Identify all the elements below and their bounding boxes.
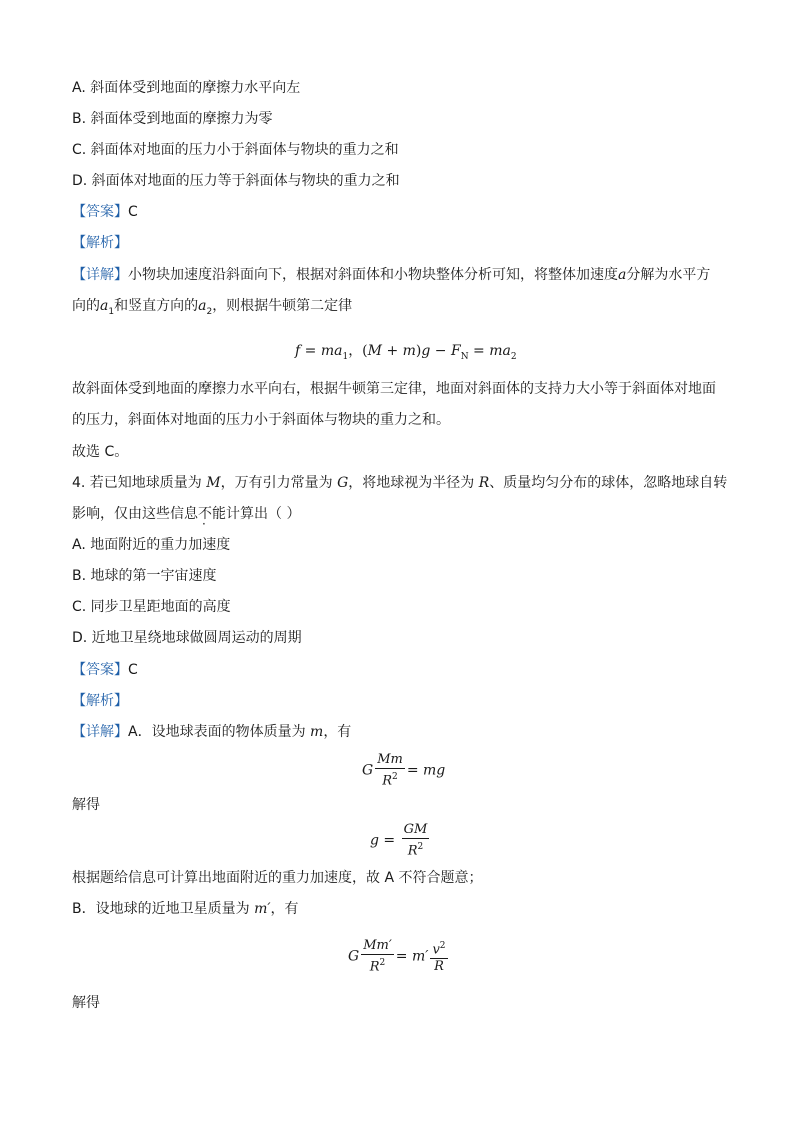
formula-gravity-equals-weight: G $\frac{Mm}{R^2}$ = mg — [362, 752, 446, 789]
subscript: 2 — [206, 306, 213, 317]
stem-text: 能计算出（ ） — [212, 506, 301, 522]
detail-text: 和竖直方向的 — [114, 298, 199, 314]
q4-conclusion-a: 根据题给信息可计算出地面附近的重力加速度，故 A 不符合题意； — [72, 870, 483, 886]
formula-newton-second-law: $f = ma_1$，$(M + m)g - F_N = ma_2$ — [295, 343, 517, 362]
formula-gravity-centripetal: G $\frac{Mm'}{R^2}$ = m′ $\frac{v^2}{R}$ — [348, 938, 446, 975]
q3-choose: 故选 C。 — [72, 444, 129, 460]
detail-text: 小物块加速度沿斜面向下，根据对斜面体和小物块整体分析可知，将整体加速度 — [128, 267, 618, 283]
q3-conclusion-1: 故斜面体受到地面的摩擦力水平向右，根据牛顿第三定律，地面对斜面体的支持力大小等于斜面体对地面 — [72, 381, 716, 397]
q4-answer — [72, 660, 138, 680]
q4-option-a: A. 地面附近的重力加速度 — [72, 537, 231, 553]
detail-text: B．设地球的近地卫星质量为 — [72, 901, 250, 917]
detail-text: ，则根据牛顿第二定律 — [212, 298, 353, 314]
detail-text: 向的 — [72, 298, 100, 314]
q3-detail-line-1 — [72, 265, 710, 285]
q3-detail-line-2 — [72, 296, 352, 322]
detail-tag: 【详解】 — [72, 267, 128, 283]
detail-text: ，有 — [270, 901, 299, 917]
detail-text: ，有 — [323, 724, 352, 740]
symbol-a2: a — [198, 298, 207, 314]
q4-stem-line-1 — [72, 473, 727, 493]
q4-solve-2: 解得 — [72, 995, 100, 1011]
q4-solve-1: 解得 — [72, 797, 100, 813]
stem-text: ，将地球视为半径为 — [348, 475, 475, 491]
q3-option-d: D. 斜面体对地面的压力等于斜面体与物块的重力之和 — [72, 173, 400, 189]
stem-text: ，万有引力常量为 — [220, 475, 333, 491]
answer-value: C — [128, 662, 138, 678]
detail-text: A．设地球表面的物体质量为 — [128, 724, 306, 740]
q4-detail-b — [72, 899, 299, 919]
q3-option-a: A. 斜面体受到地面的摩擦力水平向左 — [72, 80, 301, 96]
emphasis-char: 不 — [198, 506, 212, 522]
q4-analysis-tag: 【解析】 — [72, 693, 128, 709]
q4-detail-a — [72, 722, 351, 742]
detail-tag: 【详解】 — [72, 724, 128, 740]
symbol-m: m — [310, 724, 324, 740]
formula-g-result: g = $\frac{GM}{R^2}$ — [370, 822, 428, 859]
q3-analysis-tag: 【解析】 — [72, 235, 128, 251]
answer-value: C — [128, 204, 138, 220]
answer-tag: 【答案】 — [72, 204, 128, 220]
symbol-R: R — [478, 475, 490, 491]
answer-tag: 【答案】 — [72, 662, 128, 678]
stem-text: 影响，仅由这些信息 — [72, 506, 198, 522]
subscript: 1 — [108, 306, 115, 317]
symbol-G: G — [337, 475, 349, 491]
symbol-a: a — [618, 267, 627, 283]
q3-option-b: B. 斜面体受到地面的摩擦力为零 — [72, 111, 273, 127]
detail-text: 分解为水平方 — [626, 267, 711, 283]
symbol-M: M — [206, 475, 221, 491]
q4-option-b: B. 地球的第一宇宙速度 — [72, 568, 217, 584]
q4-option-c: C. 同步卫星距地面的高度 — [72, 599, 231, 615]
q4-stem-line-2 — [72, 504, 300, 524]
symbol-m-prime: m′ — [254, 901, 271, 917]
stem-text: 4. 若已知地球质量为 — [72, 475, 202, 491]
q4-option-d: D. 近地卫星绕地球做圆周运动的周期 — [72, 630, 302, 646]
symbol-a1: a — [100, 298, 109, 314]
q3-conclusion-2: 的压力，斜面体对地面的压力小于斜面体与物块的重力之和。 — [72, 412, 450, 428]
q3-option-c: C. 斜面体对地面的压力小于斜面体与物块的重力之和 — [72, 142, 399, 158]
q3-answer — [72, 202, 138, 222]
stem-text: 、质量均匀分布的球体，忽略地球自转 — [489, 475, 728, 491]
